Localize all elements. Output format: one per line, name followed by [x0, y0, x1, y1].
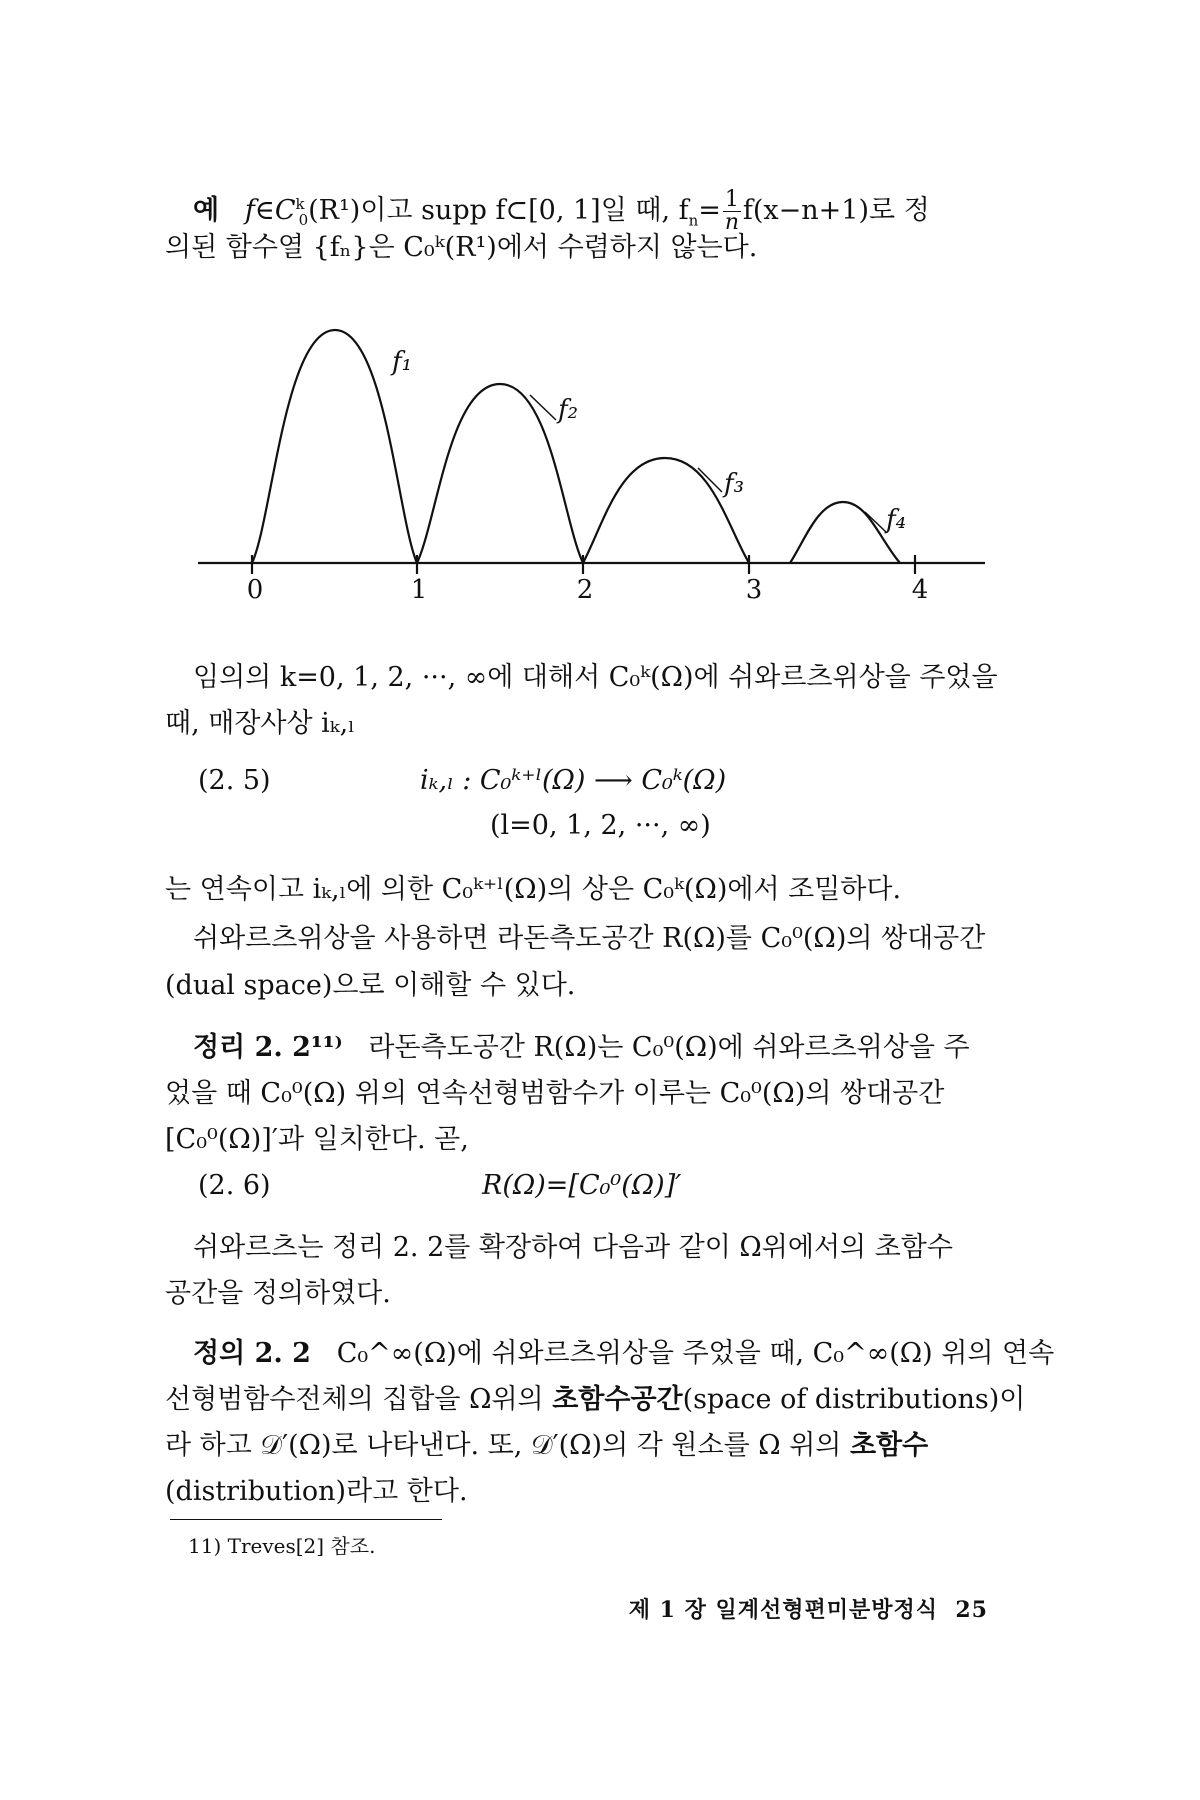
eq-2-5-line-2: (l=0, 1, 2, ···, ∞): [490, 810, 711, 841]
example-formula-pre: f∈C: [244, 195, 296, 226]
chapter-title: 제 1 장 일계선형편미분방정식: [628, 1597, 939, 1623]
page-footer: [629, 1593, 988, 1624]
footnote-rule: [170, 1519, 442, 1520]
tick-label-2: 2: [576, 575, 594, 605]
para3-line-1: 쉬와르츠는 정리 2. 2를 확장하여 다음과 같이 Ω위에서의 초함수: [193, 1232, 953, 1263]
example-label: 예: [193, 195, 220, 226]
fraction-den: n: [724, 210, 739, 235]
page-number: 25: [955, 1597, 988, 1623]
tick-label-0: 0: [246, 575, 264, 605]
eq-2-5-line-1: iₖ,ₗ : C₀ᵏ⁺ˡ(Ω) ⟶ C₀ᵏ(Ω): [420, 765, 727, 796]
tick-label-3: 3: [745, 575, 763, 605]
example-sub: 0: [298, 211, 309, 230]
label-f3: f₃: [724, 469, 745, 499]
definition-line-4: (distribution)라고 한다.: [165, 1476, 468, 1507]
example-fsub: n: [688, 211, 699, 230]
leader-f2: [530, 395, 556, 420]
definition-text-3: 라 하고 𝒟′(Ω)로 나타낸다. 또, 𝒟′(Ω)의 각 원소를 Ω 위의: [165, 1430, 850, 1461]
definition-label: 정의 2. 2: [193, 1338, 311, 1369]
example-line-2: 의된 함수열 {fₙ}은 C₀ᵏ(R¹)에서 수렴하지 않는다.: [165, 232, 758, 263]
para2-line-1: 는 연속이고 iₖ,ₗ에 의한 C₀ᵏ⁺ˡ(Ω)의 상은 C₀ᵏ(Ω)에서 조밀하다.: [165, 874, 902, 905]
definition-line-3: [165, 1424, 928, 1468]
definition-text-2: 선형범함수전체의 집합을 Ω위의: [165, 1384, 553, 1415]
curve-f4: [790, 502, 900, 563]
definition-line-1: [193, 1332, 1054, 1376]
para2-line-2: 쉬와르츠위상을 사용하면 라돈측도공간 R(Ω)를 C₀⁰(Ω)의 쌍대공간: [193, 923, 986, 954]
para1-line-2: 때, 매장사상 iₖ,ₗ: [165, 708, 355, 739]
para3-line-2: 공간을 정의하였다.: [165, 1278, 391, 1309]
definition-line-2: [165, 1378, 1025, 1422]
eq-2-6-number: (2. 6): [198, 1170, 271, 1201]
example-eq: =: [698, 195, 721, 226]
example-formula-mid: (R¹)이고 supp f⊂[0, 1]일 때, f: [308, 195, 689, 226]
definition-text-2b: (space of distributions)이: [682, 1384, 1026, 1415]
label-f4: f₄: [886, 505, 907, 535]
label-f2: f₂: [558, 395, 579, 425]
para2-line-3: (dual space)으로 이해할 수 있다.: [165, 970, 576, 1001]
example-sup: k: [295, 195, 305, 213]
fraction-num: 1: [724, 187, 739, 212]
eq-2-5-number: (2. 5): [198, 765, 271, 796]
theorem-label: 정리 2. 2¹¹⁾: [193, 1032, 343, 1063]
tick-label-4: 4: [911, 575, 929, 605]
theorem-line-1: [193, 1026, 970, 1070]
theorem-line-2: 었을 때 C₀⁰(Ω) 위의 연속선형범함수가 이루는 C₀⁰(Ω)의 쌍대공간: [165, 1078, 945, 1109]
footnote: 11) Treves[2] 참조.: [188, 1534, 376, 1558]
label-f1: f₁: [392, 347, 413, 377]
theorem-line-3: [C₀⁰(Ω)]′과 일치한다. 곧,: [165, 1124, 469, 1155]
tick-label-1: 1: [410, 575, 428, 605]
definition-text-1: C₀^∞(Ω)에 쉬와르츠위상을 주었을 때, C₀^∞(Ω) 위의 연속: [336, 1338, 1055, 1369]
eq-2-6-content: R(Ω)=[C₀⁰(Ω)]′: [482, 1170, 682, 1201]
example-formula-post: f(x−n+1)로 정: [742, 195, 930, 226]
para1-line-1: 임의의 k=0, 1, 2, ···, ∞에 대해서 C₀ᵏ(Ω)에 쉬와르츠위상을 주었을: [193, 662, 998, 693]
term-distribution-space: 초함수공간: [552, 1384, 683, 1415]
theorem-text-1: 라돈측도공간 R(Ω)는 C₀⁰(Ω)에 쉬와르츠위상을 주: [368, 1032, 970, 1063]
term-distribution: 초함수: [849, 1430, 929, 1461]
